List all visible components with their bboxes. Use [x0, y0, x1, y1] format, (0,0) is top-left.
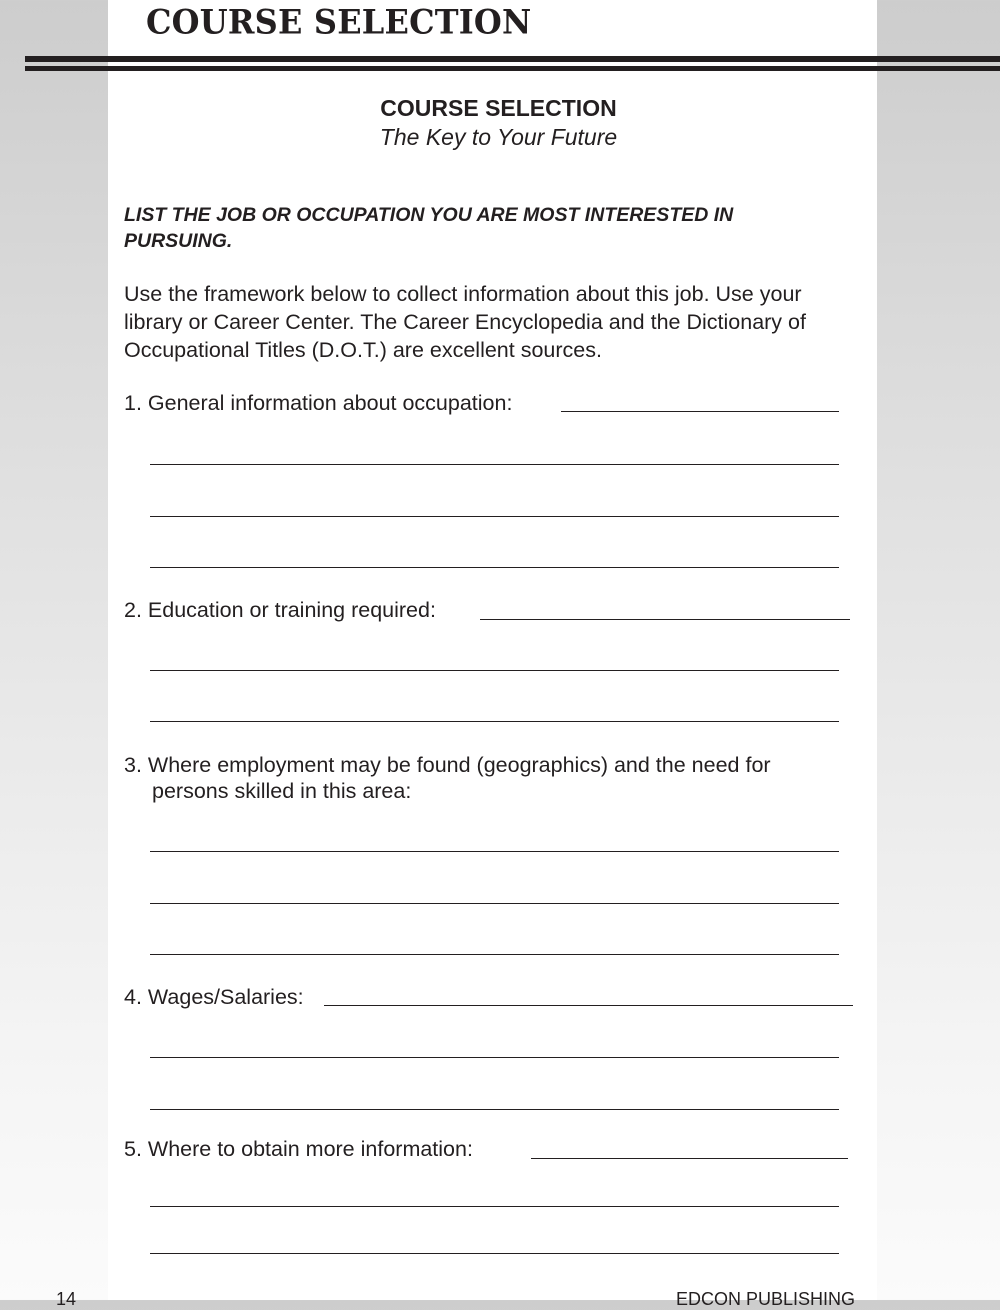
- worksheet-subtitle: The Key to Your Future: [379, 124, 618, 150]
- instruction-text: LIST THE JOB OR OCCUPATION YOU ARE MOST INTERESTED IN PURSUING.: [124, 204, 734, 252]
- question-3-label-line1: 3. Where employment may be found (geographics) and the need for: [124, 753, 771, 777]
- page-sheet: [108, 0, 877, 1300]
- question-4-answer-line[interactable]: [324, 1005, 853, 1006]
- page-number: 14: [56, 1289, 77, 1309]
- question-2-answer-line[interactable]: [150, 721, 839, 722]
- question-3-label-line2: persons skilled in this area:: [152, 779, 412, 803]
- question-1-answer-line[interactable]: [150, 516, 839, 517]
- question-1-label: 1. General information about occupation:: [124, 391, 513, 415]
- question-4-answer-line[interactable]: [150, 1057, 839, 1058]
- publisher-name: EDCON PUBLISHING: [676, 1289, 856, 1309]
- worksheet-title: COURSE SELECTION: [380, 95, 617, 121]
- question-3-answer-line[interactable]: [150, 903, 839, 904]
- question-5-answer-line[interactable]: [150, 1206, 839, 1207]
- question-5-answer-line[interactable]: [531, 1158, 848, 1159]
- question-1-answer-line[interactable]: [150, 567, 839, 568]
- question-5-answer-line[interactable]: [150, 1253, 839, 1254]
- question-3-answer-line[interactable]: [150, 851, 839, 852]
- question-2-label: 2. Education or training required:: [124, 598, 436, 622]
- header-rule-thick: [25, 56, 1000, 62]
- question-4-label: 4. Wages/Salaries:: [124, 985, 304, 1009]
- question-3-label: [124, 752, 864, 804]
- question-3-answer-line[interactable]: [150, 954, 839, 955]
- question-1-answer-line[interactable]: [561, 411, 839, 412]
- question-5-label: 5. Where to obtain more information:: [124, 1137, 473, 1161]
- intro-paragraph: Use the framework below to collect information about this job. Use your library or Career Center. The Career Encyclopedia and the Dictionary of Occupational Titles (D.O.T.) are excellent sources.: [124, 282, 806, 362]
- header-rule-thin: [25, 66, 1000, 71]
- question-2-answer-line[interactable]: [480, 619, 850, 620]
- question-4-answer-line[interactable]: [150, 1109, 839, 1110]
- question-2-answer-line[interactable]: [150, 670, 839, 671]
- banner-title: COURSE SELECTION: [146, 2, 532, 42]
- worksheet-heading: [108, 94, 877, 152]
- question-1-answer-line[interactable]: [150, 464, 839, 465]
